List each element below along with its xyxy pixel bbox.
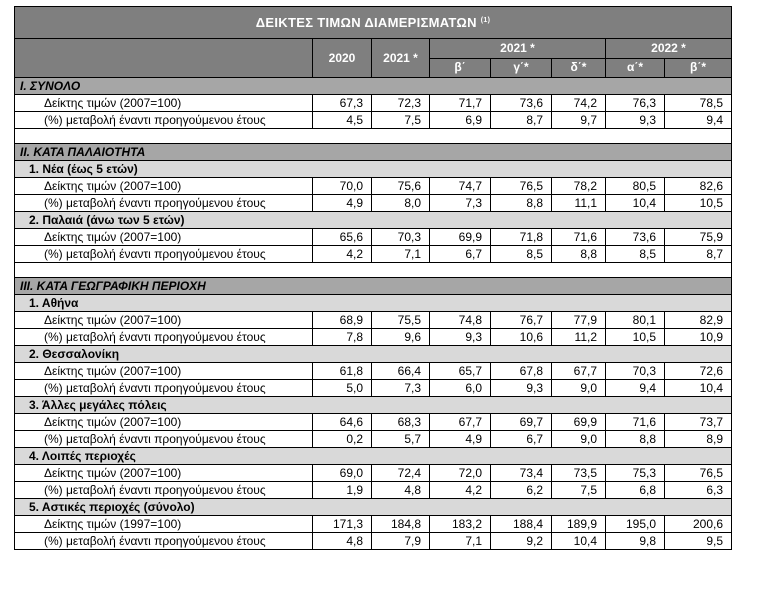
- row-label: Δείκτης τιμών (2007=100): [15, 414, 313, 431]
- value-cell: 67,7: [430, 414, 491, 431]
- group-row: [15, 346, 732, 363]
- row-label: Δείκτης τιμών (2007=100): [15, 178, 313, 195]
- row-label: (%) μεταβολή έναντι προηγούμενου έτους: [15, 195, 313, 212]
- group-row: [15, 499, 732, 516]
- row-label: Δείκτης τιμών (2007=100): [15, 465, 313, 482]
- value-cell: 10,6: [491, 329, 552, 346]
- value-cell: 10,4: [665, 380, 732, 397]
- section-title: II. ΚΑΤΑ ΠΑΛΑΙΟΤΗΤΑ: [15, 144, 732, 161]
- value-cell: 70,3: [606, 363, 665, 380]
- group-row: [15, 212, 732, 229]
- table-row: [15, 329, 732, 346]
- value-cell: 75,9: [665, 229, 732, 246]
- table-row: [15, 380, 732, 397]
- value-cell: 76,3: [606, 95, 665, 112]
- value-cell: 4,8: [372, 482, 430, 499]
- value-cell: 75,5: [372, 312, 430, 329]
- value-cell: 82,9: [665, 312, 732, 329]
- section-spacer: [15, 129, 732, 144]
- value-cell: 9,4: [606, 380, 665, 397]
- value-cell: 7,5: [372, 112, 430, 129]
- value-cell: 73,6: [606, 229, 665, 246]
- value-cell: 10,4: [606, 195, 665, 212]
- group-title: 2. Θεσσαλονίκη: [15, 346, 732, 363]
- value-cell: 9,3: [430, 329, 491, 346]
- value-cell: 82,6: [665, 178, 732, 195]
- value-cell: 0,2: [313, 431, 372, 448]
- value-cell: 64,6: [313, 414, 372, 431]
- section-row: [15, 278, 732, 295]
- value-cell: 75,3: [606, 465, 665, 482]
- row-label: (%) μεταβολή έναντι προηγούμενου έτους: [15, 112, 313, 129]
- value-cell: 9,6: [372, 329, 430, 346]
- header-group-2021: 2021 *: [430, 39, 606, 59]
- row-label: (%) μεταβολή έναντι προηγούμενου έτους: [15, 380, 313, 397]
- value-cell: 1,9: [313, 482, 372, 499]
- value-cell: 73,7: [665, 414, 732, 431]
- value-cell: 72,3: [372, 95, 430, 112]
- value-cell: 73,5: [552, 465, 606, 482]
- value-cell: 7,3: [372, 380, 430, 397]
- group-row: [15, 397, 732, 414]
- row-label: (%) μεταβολή έναντι προηγούμενου έτους: [15, 482, 313, 499]
- value-cell: 76,5: [665, 465, 732, 482]
- section-spacer: [15, 263, 732, 278]
- group-row: [15, 161, 732, 178]
- value-cell: 67,7: [552, 363, 606, 380]
- value-cell: 80,1: [606, 312, 665, 329]
- value-cell: 8,5: [606, 246, 665, 263]
- value-cell: 65,6: [313, 229, 372, 246]
- row-label: Δείκτης τιμών (2007=100): [15, 312, 313, 329]
- value-cell: 200,6: [665, 516, 732, 533]
- value-cell: 10,4: [552, 533, 606, 550]
- value-cell: 4,2: [313, 246, 372, 263]
- section-row: [15, 78, 732, 95]
- row-label: (%) μεταβολή έναντι προηγούμενου έτους: [15, 246, 313, 263]
- value-cell: 7,1: [430, 533, 491, 550]
- value-cell: 76,5: [491, 178, 552, 195]
- value-cell: 71,6: [552, 229, 606, 246]
- header-quarter: β΄*: [665, 58, 732, 78]
- spacer-cell: [15, 129, 732, 144]
- spacer-cell: [15, 263, 732, 278]
- row-label: Δείκτης τιμών (2007=100): [15, 363, 313, 380]
- price-index-table-container: [14, 6, 732, 550]
- value-cell: 6,7: [430, 246, 491, 263]
- table-row: [15, 195, 732, 212]
- table-row: [15, 414, 732, 431]
- header-group-2022: 2022 *: [606, 39, 732, 59]
- value-cell: 10,9: [665, 329, 732, 346]
- value-cell: 8,8: [606, 431, 665, 448]
- price-index-table: [14, 6, 732, 550]
- value-cell: 72,6: [665, 363, 732, 380]
- value-cell: 11,2: [552, 329, 606, 346]
- value-cell: 77,9: [552, 312, 606, 329]
- value-cell: 9,3: [606, 112, 665, 129]
- value-cell: 8,0: [372, 195, 430, 212]
- value-cell: 6,8: [606, 482, 665, 499]
- value-cell: 75,6: [372, 178, 430, 195]
- value-cell: 10,5: [606, 329, 665, 346]
- value-cell: 8,9: [665, 431, 732, 448]
- value-cell: 65,7: [430, 363, 491, 380]
- value-cell: 80,5: [606, 178, 665, 195]
- value-cell: 74,2: [552, 95, 606, 112]
- title-footnote: (1): [480, 17, 491, 24]
- table-row: [15, 246, 732, 263]
- value-cell: 7,5: [552, 482, 606, 499]
- row-label: (%) μεταβολή έναντι προηγούμενου έτους: [15, 431, 313, 448]
- value-cell: 171,3: [313, 516, 372, 533]
- value-cell: 184,8: [372, 516, 430, 533]
- value-cell: 73,6: [491, 95, 552, 112]
- section-title: I. ΣΥΝΟΛΟ: [15, 78, 732, 95]
- value-cell: 9,5: [665, 533, 732, 550]
- value-cell: 7,1: [372, 246, 430, 263]
- value-cell: 74,7: [430, 178, 491, 195]
- value-cell: 76,7: [491, 312, 552, 329]
- value-cell: 9,0: [552, 431, 606, 448]
- row-label: (%) μεταβολή έναντι προηγούμενου έτους: [15, 533, 313, 550]
- table-row: [15, 363, 732, 380]
- table-row: [15, 312, 732, 329]
- value-cell: 8,7: [491, 112, 552, 129]
- value-cell: 72,4: [372, 465, 430, 482]
- row-label: Δείκτης τιμών (2007=100): [15, 229, 313, 246]
- group-title: 4. Λοιπές περιοχές: [15, 448, 732, 465]
- value-cell: 8,8: [552, 246, 606, 263]
- value-cell: 69,9: [552, 414, 606, 431]
- value-cell: 73,4: [491, 465, 552, 482]
- value-cell: 5,0: [313, 380, 372, 397]
- group-title: 5. Αστικές περιοχές (σύνολο): [15, 499, 732, 516]
- header-blank-cell: [15, 39, 313, 78]
- table-row: [15, 431, 732, 448]
- value-cell: 10,5: [665, 195, 732, 212]
- value-cell: 9,0: [552, 380, 606, 397]
- header-year-2021: 2021 *: [372, 39, 430, 78]
- value-cell: 9,2: [491, 533, 552, 550]
- value-cell: 71,6: [606, 414, 665, 431]
- value-cell: 6,3: [665, 482, 732, 499]
- group-row: [15, 448, 732, 465]
- value-cell: 68,3: [372, 414, 430, 431]
- table-row: [15, 178, 732, 195]
- value-cell: 78,5: [665, 95, 732, 112]
- group-title: 1. Νέα (έως 5 ετών): [15, 161, 732, 178]
- value-cell: 188,4: [491, 516, 552, 533]
- value-cell: 8,5: [491, 246, 552, 263]
- table-row: [15, 516, 732, 533]
- value-cell: 7,3: [430, 195, 491, 212]
- value-cell: 183,2: [430, 516, 491, 533]
- section-row: [15, 144, 732, 161]
- header-quarter: β΄: [430, 58, 491, 78]
- value-cell: 4,9: [430, 431, 491, 448]
- value-cell: 9,3: [491, 380, 552, 397]
- table-row: [15, 112, 732, 129]
- row-label: (%) μεταβολή έναντι προηγούμενου έτους: [15, 329, 313, 346]
- value-cell: 70,3: [372, 229, 430, 246]
- value-cell: 11,1: [552, 195, 606, 212]
- value-cell: 74,8: [430, 312, 491, 329]
- row-label: Δείκτης τιμών (1997=100): [15, 516, 313, 533]
- header-quarter: γ΄*: [491, 58, 552, 78]
- value-cell: 68,9: [313, 312, 372, 329]
- row-label: Δείκτης τιμών (2007=100): [15, 95, 313, 112]
- value-cell: 6,9: [430, 112, 491, 129]
- table-row: [15, 95, 732, 112]
- value-cell: 9,7: [552, 112, 606, 129]
- value-cell: 72,0: [430, 465, 491, 482]
- value-cell: 78,2: [552, 178, 606, 195]
- group-title: 1. Αθήνα: [15, 295, 732, 312]
- value-cell: 69,0: [313, 465, 372, 482]
- value-cell: 4,8: [313, 533, 372, 550]
- value-cell: 8,7: [665, 246, 732, 263]
- value-cell: 66,4: [372, 363, 430, 380]
- header-quarter: δ΄*: [552, 58, 606, 78]
- header-year-2020: 2020: [313, 39, 372, 78]
- value-cell: 5,7: [372, 431, 430, 448]
- value-cell: 195,0: [606, 516, 665, 533]
- header-quarter: α΄*: [606, 58, 665, 78]
- table-row: [15, 465, 732, 482]
- value-cell: 4,5: [313, 112, 372, 129]
- table-row: [15, 229, 732, 246]
- group-row: [15, 295, 732, 312]
- group-title: 2. Παλαιά (άνω των 5 ετών): [15, 212, 732, 229]
- value-cell: 8,8: [491, 195, 552, 212]
- value-cell: 4,2: [430, 482, 491, 499]
- value-cell: 67,3: [313, 95, 372, 112]
- value-cell: 7,9: [372, 533, 430, 550]
- value-cell: 69,7: [491, 414, 552, 431]
- table-row: [15, 482, 732, 499]
- value-cell: 189,9: [552, 516, 606, 533]
- group-title: 3. Άλλες μεγάλες πόλεις: [15, 397, 732, 414]
- value-cell: 6,2: [491, 482, 552, 499]
- value-cell: 71,8: [491, 229, 552, 246]
- value-cell: 9,4: [665, 112, 732, 129]
- value-cell: 67,8: [491, 363, 552, 380]
- table-title: ΔΕΙΚΤΕΣ ΤΙΜΩΝ ΔΙΑΜΕΡΙΣΜΑΤΩΝ $^{(1)}$: [15, 7, 732, 39]
- value-cell: 9,8: [606, 533, 665, 550]
- value-cell: 69,9: [430, 229, 491, 246]
- value-cell: 71,7: [430, 95, 491, 112]
- value-cell: 61,8: [313, 363, 372, 380]
- value-cell: 7,8: [313, 329, 372, 346]
- value-cell: 6,7: [491, 431, 552, 448]
- value-cell: 6,0: [430, 380, 491, 397]
- value-cell: 70,0: [313, 178, 372, 195]
- table-row: [15, 533, 732, 550]
- section-title: III. ΚΑΤΑ ΓΕΩΓΡΑΦΙΚΗ ΠΕΡΙΟΧΗ: [15, 278, 732, 295]
- value-cell: 4,9: [313, 195, 372, 212]
